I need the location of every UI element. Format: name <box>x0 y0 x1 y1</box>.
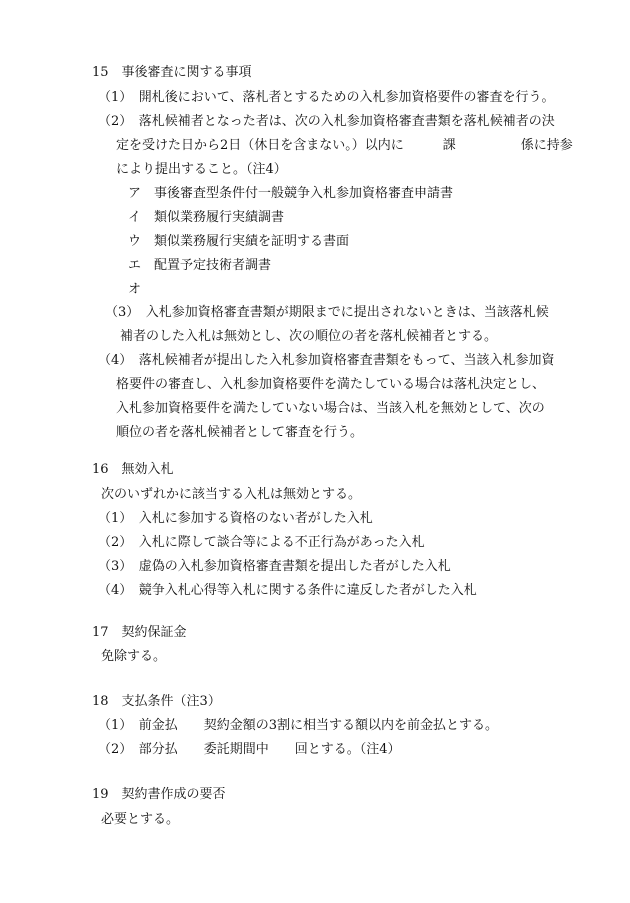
list-item: ウ 類似業務履行実績を証明する書面 <box>128 234 350 249</box>
list-item: ア 事後審査型条件付一般競争入札参加資格審査申請書 <box>128 186 454 201</box>
paragraph-line: （2） 落札候補者となった者は、次の入札参加資格審査書類を落札候補者の決 <box>98 114 555 129</box>
list-item: イ 類似業務履行実績調書 <box>128 210 285 225</box>
paragraph-line: 入札参加資格要件を満たしていない場合は、当該入札を無効として、次の <box>116 401 545 416</box>
paragraph-line: （4） 落札候補者が提出した入札参加資格審査書類をもって、当該入札参加資 <box>98 353 555 368</box>
list-item: オ <box>128 282 142 297</box>
section-heading: 18 支払条件（注3） <box>92 694 221 709</box>
paragraph-line: 次のいずれかに該当する入札は無効とする。 <box>101 487 362 502</box>
paragraph-line: 必要とする。 <box>101 812 180 827</box>
section-heading: 15 事後審査に関する事項 <box>92 65 252 80</box>
section-heading: 17 契約保証金 <box>92 625 187 640</box>
section-heading: 16 無効入札 <box>92 462 174 477</box>
paragraph-line: 補者のした入札は無効とし、次の順位の者を落札候補者とする。 <box>120 329 498 344</box>
list-item: エ 配置予定技術者調書 <box>128 258 272 273</box>
paragraph-line: 定を受けた日から2日（休日を含まない。）以内に 課 係に持参 <box>116 138 573 153</box>
list-item: （4） 競争入札心得等入札に関する条件に違反した者がした入札 <box>98 583 477 598</box>
paragraph-line: により提出すること。（注4） <box>116 162 287 177</box>
paragraph-line: 順位の者を落札候補者として審査を行う。 <box>116 425 364 440</box>
paragraph-line: 格要件の審査し、入札参加資格要件を満たしている場合は落札決定とし、 <box>116 377 546 392</box>
list-item: （3） 虚偽の入札参加資格審査書類を提出した者がした入札 <box>98 559 451 574</box>
list-item: （2） 部分払 委託期間中 回とする。（注4） <box>98 742 401 757</box>
paragraph-line: 免除する。 <box>101 649 167 664</box>
section-heading: 19 契約書作成の要否 <box>92 787 226 802</box>
list-item: （1） 入札に参加する資格のない者がした入札 <box>98 511 373 526</box>
paragraph-line: （3） 入札参加資格審査書類が期限までに提出されないときは、当該落札候 <box>105 305 549 320</box>
list-item: （1） 前金払 契約金額の3割に相当する額以内を前金払とする。 <box>98 718 499 733</box>
paragraph-line: （1） 開札後において、落札者とするための入札参加資格要件の審査を行う。 <box>98 90 555 105</box>
list-item: （2） 入札に際して談合等による不正行為があった入札 <box>98 535 425 550</box>
